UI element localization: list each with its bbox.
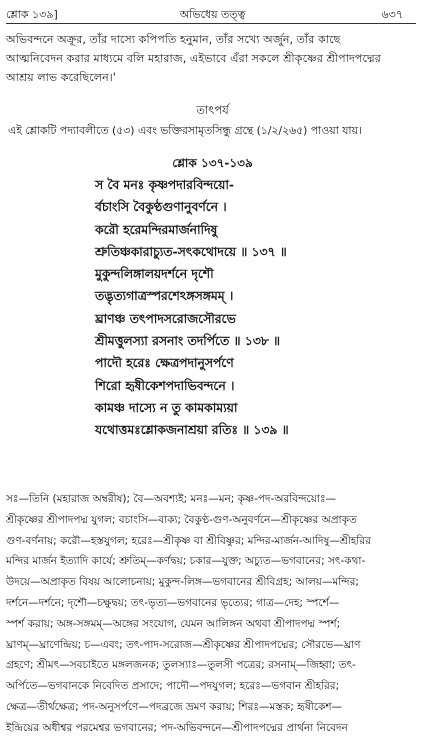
intro-line: আত্মনিবেদন করার মাধ্যমে বলি মহারাজ, এইভাবে এঁরা সকলে শ্রীকৃষ্ণের শ্রীপাদপদ্মের [6, 52, 381, 65]
verse-line: মুকুন্দলিঙ্গালয়দর্শনে দৃশৌ [95, 267, 214, 282]
verse-line: করৌ হরেমন্দিরমার্জনাদিষু [95, 222, 218, 237]
verse-line: ঘ্রাণঞ্চ তৎপাদসরোজসৌরভে [95, 311, 236, 326]
verse-heading: শ্লোক ১৩৭-১৩৯ [172, 156, 253, 170]
verse-line: পাদৌ হরেঃ ক্ষেত্রপদানুসর্পণে [95, 356, 234, 371]
synonym-line: গ্রহণে; শ্রীমৎ—সবচাইতে মঙ্গলজনক; তুলস্যাঃ—তুলসী পত্রের; রসনাম্—জিহ্বা; তৎ- [6, 659, 356, 672]
synonym-line: অর্পিতে—ভগবানকে নিবেদিত প্রসাদে; পাদৌ—পদযুগল; হরেঃ—ভগবান শ্রীহরির; [6, 680, 340, 693]
synonym-line: দর্শনে—দর্শনে; দৃশৌ—চক্ষুদ্বয়; তৎ-ভৃত্য—ভগবানের ভৃত্যের; গাত্র—দেহ; স্পর্শে— [6, 596, 340, 609]
verse-line: কামঞ্চ দাস্যে ন তু কামকাম্যয়া [95, 400, 238, 415]
intro-line: আশ্রয় লাভ করেছিলেন।' [6, 71, 116, 84]
verse-line: র্বচাংসি বৈকুণ্ঠগুণানুবর্ণনে । [95, 200, 227, 215]
chapter-title: অভিধেয় তত্ত্ব [179, 8, 246, 21]
synonyms-paragraph [6, 489, 418, 739]
verse-line: শিরো হৃষীকেশপদাভিবন্দনে । [95, 378, 235, 393]
synonym-line: শ্রীকৃষ্ণের শ্রীপাদপদ্ম যুগল; বচাংসি—বাক্য; বৈকুণ্ঠ-গুণ-অনুবর্ণনে—শ্রীকৃষ্ণের অপ্রাকৃত [6, 513, 357, 526]
intro-paragraph [6, 30, 416, 87]
purport-text: এই শ্লোকটি পদ্যাবলীতে (৫৩) এবং ভক্তিরসামৃতসিন্ধু গ্রন্থে (১/২/২৬৫) পাওয়া যায়। [8, 124, 362, 137]
synonym-line: স্পর্শ করায়; অঙ্গ-সঙ্গমম্—অঙ্গের সংযোগ, যেমন আলিঙ্গন অথবা শ্রীপাদপদ্ম স্পর্শ; [6, 617, 341, 630]
page-number: ৬৩৭ [381, 8, 403, 21]
purport-heading: তাৎপর্য [196, 103, 229, 117]
synonym-line: গুণ-বর্ণনায়; করৌ—হস্তযুগল; হরেঃ—শ্রীকৃষ্ণ বা শ্রীবিষ্ণুর; মন্দির-মার্জন-আদিষু—শ্রীহরির [6, 534, 371, 547]
verse-range-label: শ্লোক ১৩৯] [6, 8, 58, 21]
verse-line: স বৈ মনঃ কৃষ্ণপদারবিন্দয়ো- [95, 178, 235, 192]
verse-line: শ্রুতিঞ্চকারাচ্যুত-সৎকথোদয়ে ॥ ১৩৭ ॥ [95, 244, 287, 259]
synonym-line: মন্দির মার্জন ইত্যাদি কার্যে; শ্রুতিম্—কর্ণদ্বয়; চকার—যুক্ত; অচ্যুত—ভগবানের; সৎ-কথা- [6, 555, 366, 568]
synonym-line: ক্ষেত্র—তীর্থক্ষেত্র; পদ-অনুসর্পণে—পদব্রজে ভ্রমণ করায়; শিরঃ—মস্তক; হৃষীকেশ— [6, 700, 343, 713]
verse-line: শ্রীমত্তুলস্যা রসনাং তদর্পিতে ॥ ১৩৮ ॥ [95, 334, 280, 349]
verse-block [95, 174, 289, 442]
verse-line: যথোত্তমঃশ্লোকজনাশ্রয়া রতিঃ ॥ ১৩৯ ॥ [95, 423, 289, 438]
synonym-line: উদয়ে—অপ্রাকৃত বিষয় আলোচনায়; মুকুন্দ-লিঙ্গ—ভগবানের শ্রীবিগ্রহ; আলয়—মন্দির; [6, 576, 359, 589]
synonym-line: সঃ—তিনি (মহারাজ অম্বরীষ); বৈ—অবশ্যই; মনঃ—মন; কৃষ্ণ-পদ-অরবিন্দয়োঃ— [6, 493, 337, 505]
header-rule [6, 23, 416, 24]
synonym-line: ঘ্রাণম্—ঘ্রাণেন্দ্রিয়; চ—এবং; তৎ-পাদ-সরোজ—শ্রীকৃষ্ণের শ্রীপাদপদ্মের; সৌরভে—ঘ্রাণ [6, 638, 361, 651]
verse-line: তদ্ভৃত্যগাত্রস্পরশেঽঙ্গসঙ্গমম্ । [95, 289, 234, 304]
synonym-line: ইন্দ্রিয়ের অধীশ্বর পরমেশ্বর ভগবানের; পদ-অভিবন্দনে—শ্রীপাদপদ্মের প্রার্থনা নিবেদন [6, 721, 348, 734]
intro-line: অভিবন্দনে অক্রূর, তাঁর দাস্যে কপিপতি হনুমান, তাঁর সখ্যে অর্জুন, তাঁর কাছে [6, 33, 341, 46]
